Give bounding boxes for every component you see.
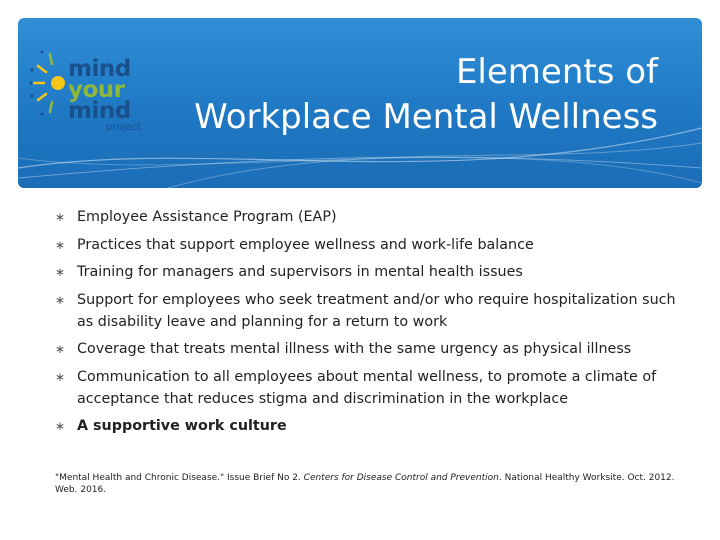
logo-text-mind-2: mind [68, 98, 131, 124]
bullet-item [55, 206, 695, 228]
slide-title [138, 50, 658, 140]
asterisk-bullet-icon: ∗ [55, 237, 66, 252]
citation-details: . National Healthy Worksite. Oct. 2012. Web. 2016. [55, 473, 675, 495]
bullet-item [55, 261, 695, 283]
bullet-item [55, 415, 695, 437]
bullet-item [55, 289, 695, 333]
asterisk-bullet-icon: ∗ [55, 369, 66, 384]
citation-source: Centers for Disease Control and Prevention [303, 473, 499, 483]
asterisk-bullet-icon: ∗ [55, 210, 66, 224]
mind-your-mind-logo [28, 32, 148, 142]
sun-rays-icon [28, 46, 68, 116]
asterisk-bullet-icon: ∗ [55, 342, 66, 356]
citation-text: "Mental Health and Chronic Disease." Issue Brief No 2. [55, 473, 304, 483]
bullet-text: Support for employees who seek treatment and/or who require hospitalization such as disability leave and planning for a return to work [77, 291, 676, 330]
asterisk-bullet-icon: ∗ [55, 265, 66, 279]
citation [55, 472, 675, 496]
bullet-text: A supportive work culture [77, 418, 287, 434]
logo-text-your: your [68, 77, 125, 103]
slide-title-line-1: Elements of [455, 52, 658, 92]
bullet-item [55, 338, 695, 360]
title-banner [18, 18, 702, 188]
logo-text-project: project [106, 122, 141, 133]
bullet-text: Practices that support employee wellness and work-life balance [77, 236, 534, 253]
slide-title-line-2: Workplace Mental Wellness [194, 97, 658, 137]
bullet-item [55, 366, 695, 410]
bullet-text: Communication to all employees about mental wellness, to promote a climate of acceptance that reduces stigma and discrimination in the workplace [77, 368, 657, 407]
bullet-item [55, 234, 695, 256]
bullet-text: Training for managers and supervisors in mental health issues [77, 264, 523, 280]
logo-text-mind: mind [68, 56, 131, 82]
asterisk-bullet-icon: ∗ [55, 419, 66, 433]
bullet-list [55, 206, 695, 443]
bullet-text: Coverage that treats mental illness with the same urgency as physical illness [77, 341, 632, 357]
bullet-text: Employee Assistance Program (EAP) [77, 209, 337, 225]
asterisk-bullet-icon: ∗ [55, 292, 66, 307]
